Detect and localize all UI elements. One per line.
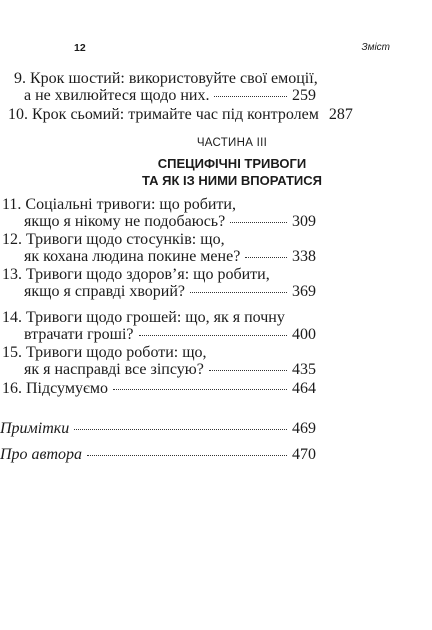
toc-entry-text: 12. Тривоги щодо стосунків: що,: [2, 231, 225, 248]
toc-entry-text: як кохана людина покине мене?: [24, 248, 241, 265]
toc-page-number: 464: [292, 380, 316, 397]
dot-leader: [190, 292, 287, 293]
running-head: Зміст: [361, 42, 390, 53]
dot-leader: [139, 335, 287, 336]
part-title: [74, 155, 390, 189]
toc-page-number: 470: [292, 446, 316, 463]
toc-page-number: 287: [328, 106, 353, 123]
toc-entry-text: 11. Соціальні тривоги: що робити,: [2, 196, 236, 213]
toc-entry-text: 15. Тривоги щодо роботи: що,: [2, 344, 207, 361]
page-number: 12: [74, 42, 86, 54]
dot-leader: [209, 370, 287, 371]
dot-leader: [214, 96, 287, 97]
dot-leader: [74, 429, 287, 430]
dot-leader: [230, 222, 287, 223]
part-label: ЧАСТИНА III: [196, 137, 268, 149]
part-title-line: СПЕЦИФІЧНІ ТРИВОГИ: [157, 156, 307, 171]
toc-entry-text: 14. Тривоги щодо грошей: що, як я почну: [2, 309, 285, 326]
part-heading: [74, 137, 390, 189]
toc-page-number: 400: [292, 326, 316, 343]
toc-entry-text: втрачати гроші?: [24, 326, 134, 343]
toc-entry-about-author[interactable]: [0, 446, 316, 463]
toc-entry-text: 13. Тривоги щодо здоров’я: що робити,: [2, 266, 270, 283]
toc-page-number: 259: [292, 87, 316, 104]
toc-page-number: 369: [292, 283, 316, 300]
toc-page-number: 309: [292, 213, 316, 230]
page-header: [74, 42, 390, 58]
dot-leader: [87, 455, 287, 456]
toc-entry-12[interactable]: [0, 231, 316, 265]
toc-entry-9[interactable]: [0, 70, 316, 104]
toc-entry-text: Примітки: [0, 420, 70, 437]
toc-entry-text: 9. Крок шостий: використовуйте свої емоції,: [14, 70, 318, 87]
toc-entry-text: якщо я нікому не подобаюсь?: [24, 213, 226, 230]
toc-entry-text: Про автора: [0, 446, 83, 463]
toc-entry-13[interactable]: [0, 266, 316, 300]
toc-entry-10[interactable]: [0, 106, 353, 123]
toc-entry-16[interactable]: [0, 380, 316, 397]
toc-entry-11[interactable]: [0, 196, 316, 230]
toc-page-number: 435: [292, 361, 316, 378]
toc-entry-14[interactable]: [0, 309, 316, 343]
toc-page-number: 338: [292, 248, 316, 265]
dot-leader: [245, 257, 287, 258]
part-title-line: ТА ЯК ІЗ НИМИ ВПОРАТИСЯ: [141, 173, 323, 188]
toc-entry-text: а не хвилюйтеся щодо них.: [24, 87, 210, 104]
toc-entry-text: як я насправді все зіпсую?: [24, 361, 204, 378]
toc-entry-text: 16. Підсумуємо: [2, 380, 108, 397]
toc-entry-15[interactable]: [0, 344, 316, 378]
toc-entry-text: 10. Крок сьомий: тримайте час під контролем: [8, 106, 319, 123]
toc-entry-text: якщо я справді хворий?: [24, 283, 185, 300]
toc-entry-notes[interactable]: [0, 420, 316, 437]
toc-page-number: 469: [292, 420, 316, 437]
dot-leader: [113, 389, 287, 390]
